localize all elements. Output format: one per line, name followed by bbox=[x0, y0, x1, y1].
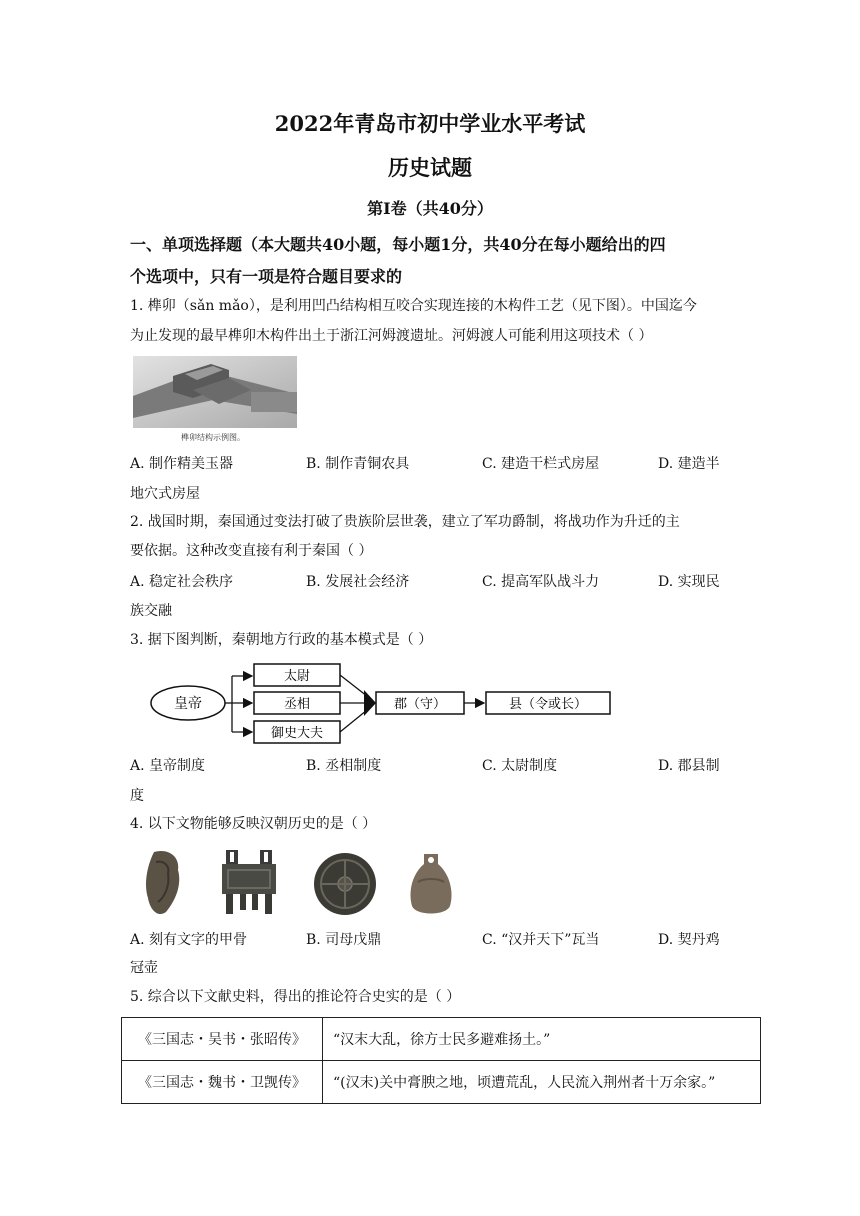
q1-option-c: C. 建造干栏式房屋 bbox=[482, 456, 600, 472]
q1-option-b: B. 制作青铜农具 bbox=[306, 456, 410, 472]
q2-option-c: C. 提高军队战斗力 bbox=[482, 574, 600, 590]
source-title: 《三国志・魏书・卫觊传》 bbox=[122, 1061, 323, 1104]
q4-option-d-wrap: 冠壶 bbox=[130, 960, 158, 976]
q5-stem: 5. 综合以下文献史料，得出的推论符合史实的是（ ） bbox=[130, 989, 461, 1005]
qin-administration-diagram bbox=[148, 660, 618, 746]
q1-option-d-wrap: 地穴式房屋 bbox=[130, 486, 200, 502]
county-label: 县（令或长） bbox=[508, 697, 588, 712]
prefecture-label: 郡（守） bbox=[393, 697, 447, 712]
khitan-flask-icon bbox=[408, 852, 454, 918]
image-caption: 榫卯结构示例图。 bbox=[181, 433, 245, 442]
q2-stem-line1: 2. 战国时期，秦国通过变法打破了贵族阶层世袭，建立了军功爵制，将战功作为升迁的主 bbox=[130, 514, 680, 530]
table-row bbox=[122, 1061, 761, 1104]
oracle-bone-icon bbox=[142, 848, 184, 918]
q1-option-a: A. 制作精美玉器 bbox=[130, 456, 234, 472]
official-label-yushi: 御史大夫 bbox=[270, 726, 324, 741]
q3-option-c: C. 太尉制度 bbox=[482, 758, 558, 774]
official-label-taiwei: 太尉 bbox=[283, 669, 311, 684]
q3-stem: 3. 据下图判断，秦朝地方行政的基本模式是（ ） bbox=[130, 632, 433, 648]
source-title: 《三国志・吴书・张昭传》 bbox=[122, 1018, 323, 1061]
q1-option-d: D. 建造半 bbox=[658, 456, 720, 472]
q2-option-d-wrap: 族交融 bbox=[130, 603, 172, 619]
q3-option-a: A. 皇帝制度 bbox=[130, 758, 206, 774]
source-quote: “(汉末)关中膏腴之地，顷遭荒乱，人民流入荆州者十万余家。” bbox=[323, 1061, 761, 1104]
roof-tile-end-icon bbox=[313, 852, 377, 916]
q2-option-b: B. 发展社会经济 bbox=[306, 574, 410, 590]
section-heading-line2: 个选项中，只有一项是符合题目要求的 bbox=[130, 267, 403, 286]
q4-option-c: C. “汉并天下”瓦当 bbox=[482, 932, 600, 948]
mortise-tenon-image bbox=[133, 356, 297, 444]
q2-option-d: D. 实现民 bbox=[658, 574, 720, 590]
table-row bbox=[122, 1018, 761, 1061]
q3-option-d-wrap: 度 bbox=[130, 788, 144, 804]
q1-stem-line1: 1. 榫卯（sǎn mǎo），是利用凹凸结构相互咬合实现连接的木构件工艺（见下图）。中国迄今 bbox=[130, 298, 697, 314]
ding-vessel-icon bbox=[218, 850, 280, 916]
q4-stem: 4. 以下文物能够反映汉朝历史的是（ ） bbox=[130, 816, 377, 832]
exam-subtitle: 历史试题 bbox=[388, 155, 472, 180]
section-heading-line1: 一、单项选择题（本大题共40小题，每小题1分，共40分在每小题给出的四 bbox=[130, 235, 666, 254]
q4-option-d: D. 契丹鸡 bbox=[658, 932, 720, 948]
q4-option-b: B. 司母戊鼎 bbox=[306, 932, 382, 948]
exam-title: 2022年青岛市初中学业水平考试 bbox=[274, 111, 586, 136]
historical-sources-table bbox=[121, 1017, 761, 1104]
q3-option-d: D. 郡县制 bbox=[658, 758, 720, 774]
q3-option-b: B. 丞相制度 bbox=[306, 758, 382, 774]
q2-option-a: A. 稳定社会秩序 bbox=[130, 574, 234, 590]
volume-heading: 第Ⅰ卷（共40分） bbox=[367, 199, 493, 218]
q4-option-a: A. 刻有文字的甲骨 bbox=[130, 932, 248, 948]
q2-stem-line2: 要依据。这种改变直接有利于秦国（ ） bbox=[130, 543, 373, 559]
q1-stem-line2: 为止发现的最早榫卯木构件出土于浙江河姆渡遗址。河姆渡人可能利用这项技术（ ） bbox=[130, 328, 653, 344]
official-label-chengxiang: 丞相 bbox=[283, 697, 311, 712]
source-quote: “汉末大乱，徐方士民多避难扬土。” bbox=[323, 1018, 761, 1061]
emperor-label: 皇帝 bbox=[174, 696, 202, 712]
